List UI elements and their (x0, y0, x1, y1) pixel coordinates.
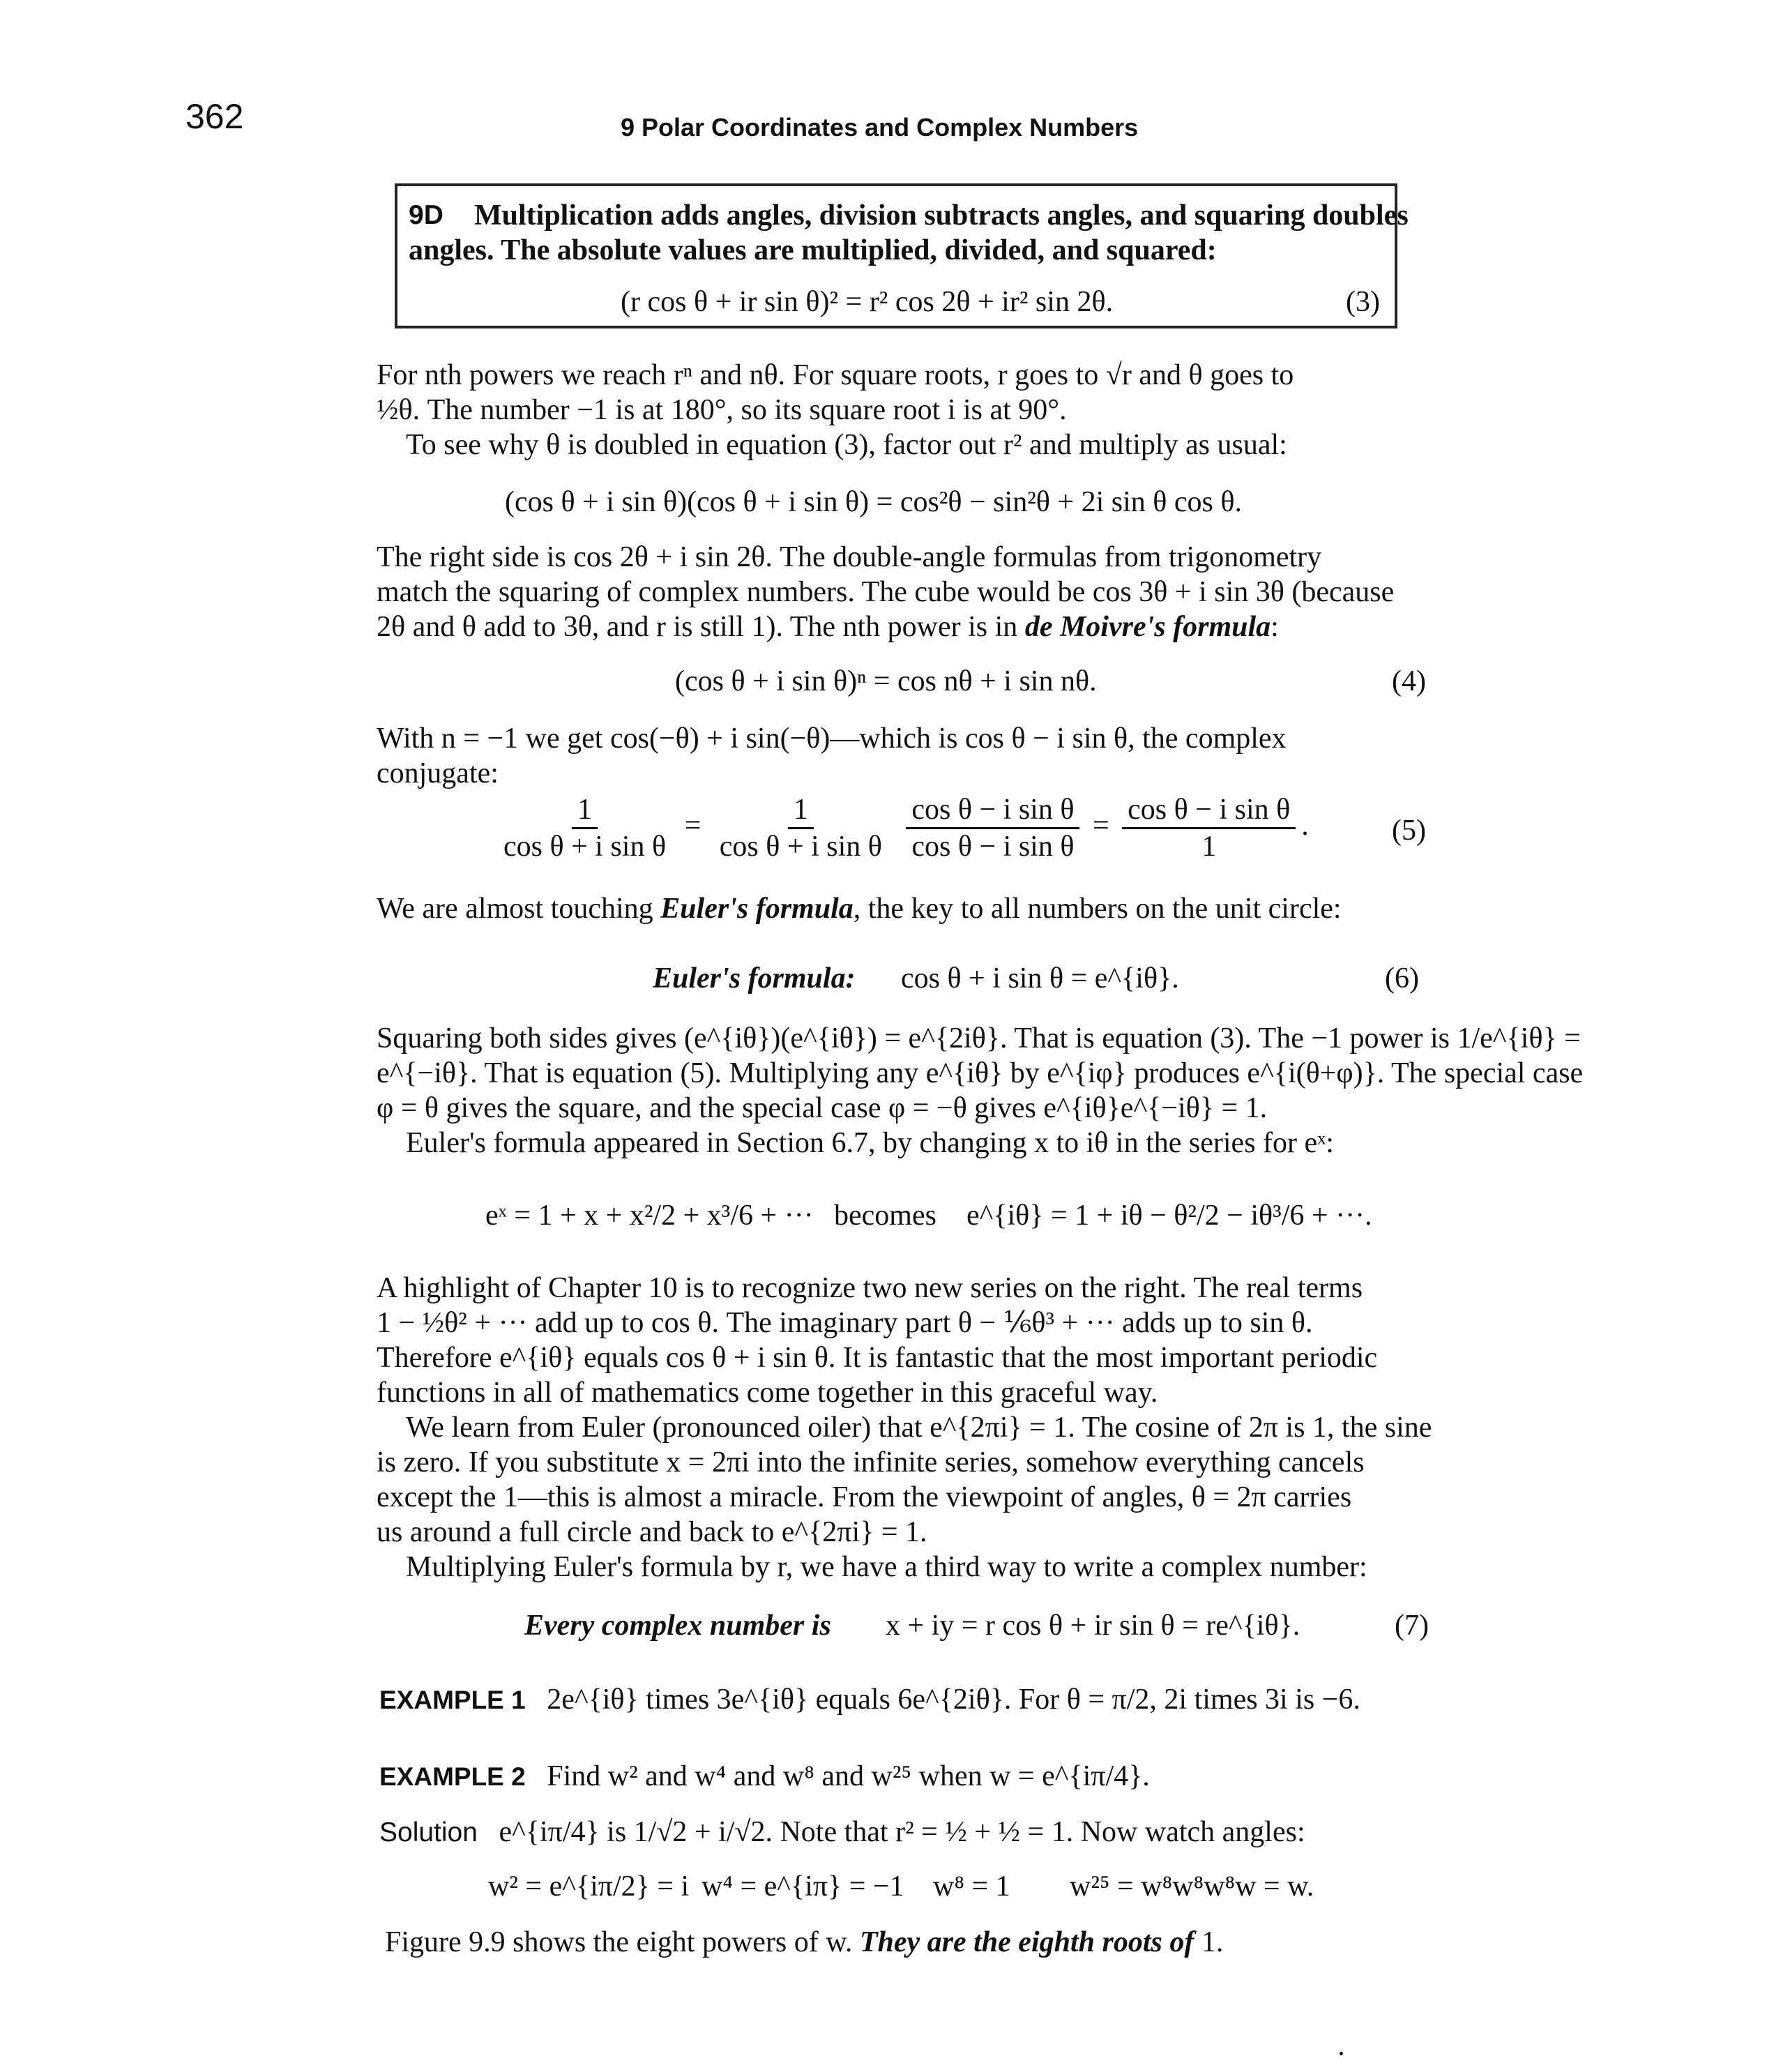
solution-label: Solution (379, 1817, 478, 1847)
paragraph-line: us around a full circle and back to e^{2πi} = 1. (377, 1516, 927, 1548)
paragraph-line: is zero. If you substitute x = 2πi into the infinite series, somehow everything cancels (377, 1446, 1365, 1479)
example-2 (379, 1759, 1150, 1794)
equation-period: . (1301, 810, 1309, 842)
example-1 (379, 1682, 1360, 1718)
running-head: 9 Polar Coordinates and Complex Numbers (621, 113, 1139, 142)
equation-7: x + iy = r cos θ + ir sin θ = re^{iθ}. (886, 1610, 1300, 1642)
paragraph-line: For nth powers we reach rⁿ and nθ. For square roots, r goes to √r and θ goes to (377, 359, 1294, 391)
series-becomes: becomes (834, 1200, 936, 1232)
fraction-numerator: cos θ − i sin θ (1122, 792, 1296, 829)
fraction-denominator: cos θ + i sin θ (719, 831, 882, 863)
paragraph-line: functions in all of mathematics come together in this graceful way. (377, 1377, 1158, 1409)
theorem-equation: (r cos θ + ir sin θ)² = r² cos 2θ + ir² sin 2θ. (621, 286, 1114, 318)
paragraph-line: Squaring both sides gives (e^{iθ})(e^{iθ}) = e^{2iθ}. That is equation (3). The −1 power is 1/e^{iθ} = (377, 1022, 1581, 1054)
solution-text: e^{iπ/4} is 1/√2 + i/√2. Note that r² = ½ + ½ = 1. Now watch angles: (499, 1816, 1305, 1848)
paragraph-line: ½θ. The number −1 is at 180°, so its square root i is at 90°. (377, 394, 1067, 426)
theorem-line-2: angles. The absolute values are multiplied, divided, and squared: (409, 234, 1217, 266)
fraction-numerator: 1 (788, 792, 814, 829)
equals-sign: = (1092, 810, 1109, 842)
paragraph-line: conjugate: (377, 757, 499, 789)
product-equation: (cos θ + i sin θ)(cos θ + i sin θ) = cos²θ − sin²θ + 2i sin θ cos θ. (505, 486, 1243, 518)
series-left: eˣ = 1 + x + x²/2 + x³/6 + ··· (485, 1200, 814, 1232)
paragraph-text: We are almost touching (377, 893, 653, 925)
paragraph-line (377, 891, 1342, 926)
final-line (385, 1925, 1223, 1960)
paragraph-line: e^{−iθ}. That is equation (5). Multiplying any e^{iθ} by e^{iφ} produces e^{i(θ+φ)}. The special case (377, 1057, 1584, 1089)
equation-6-label: Euler's formula: (653, 962, 856, 995)
scan-speck (1340, 2052, 1343, 2055)
paragraph-line: Therefore e^{iθ} equals cos θ + i sin θ. It is fantastic that the most important periodic (377, 1342, 1378, 1374)
fraction-denominator: cos θ − i sin θ (911, 831, 1075, 863)
page-number: 362 (185, 97, 244, 136)
paragraph-line: We learn from Euler (pronounced oiler) that e^{2πi} = 1. The cosine of 2π is 1, the sine (406, 1412, 1432, 1444)
paragraph-line: match the squaring of complex numbers. The cube would be cos 3θ + i sin 3θ (because (377, 576, 1395, 608)
fraction (906, 792, 1079, 864)
paragraph-line: Euler's formula appeared in Section 6.7, by changing x to iθ in the series for eˣ: (406, 1127, 1334, 1159)
equation-number-7: (7) (1395, 1610, 1429, 1642)
equation-number-6: (6) (1385, 962, 1419, 995)
example-label: EXAMPLE 2 (379, 1762, 526, 1791)
equation-7-label: Every complex number is (524, 1610, 831, 1642)
paragraph-line: except the 1—this is almost a miracle. From the viewpoint of angles, θ = 2π carries (377, 1481, 1352, 1513)
paragraph-line: With n = −1 we get cos(−θ) + i sin(−θ)—which is cos θ − i sin θ, the complex (377, 723, 1287, 755)
equation-5 (492, 792, 1309, 864)
equation-4: (cos θ + i sin θ)ⁿ = cos nθ + i sin nθ. (675, 665, 1097, 697)
fraction-denominator: cos θ + i sin θ (503, 831, 667, 863)
power-w8: w⁸ = 1 (933, 1870, 1010, 1903)
fraction (498, 792, 672, 864)
example-text: 2e^{iθ} times 3e^{iθ} equals 6e^{2iθ}. For θ = π/2, 2i times 3i is −6. (547, 1684, 1360, 1716)
paragraph-line: φ = θ gives the square, and the special case φ = −θ gives e^{iθ}e^{−iθ} = 1. (377, 1092, 1268, 1124)
paragraph-text: , the key to all numbers on the unit circle: (853, 893, 1342, 925)
fraction-numerator: cos θ − i sin θ (906, 792, 1079, 829)
equation-number-4: (4) (1392, 665, 1426, 697)
power-w25: w²⁵ = w⁸w⁸w⁸w = w. (1070, 1870, 1314, 1903)
paragraph-line: The right side is cos 2θ + i sin 2θ. The double-angle formulas from trigonometry (377, 541, 1322, 573)
equation-number-3: (3) (1346, 286, 1380, 318)
final-text-end: 1. (1201, 1926, 1224, 1958)
final-text: Figure 9.9 shows the eight powers of w. (385, 1926, 853, 1958)
paragraph-line (377, 610, 1279, 644)
euler-term: Euler's formula (660, 893, 854, 925)
de-moivre-term: de Moivre's formula (1024, 611, 1271, 643)
theorem-label: 9D (409, 200, 443, 230)
series-right: e^{iθ} = 1 + iθ − θ²/2 − iθ³/6 + ···. (966, 1200, 1372, 1232)
theorem-line-1: Multiplication adds angles, division subtracts angles, and squaring doubles (474, 199, 1409, 232)
power-w2: w² = e^{iπ/2} = i (488, 1870, 690, 1903)
example-label: EXAMPLE 1 (379, 1686, 526, 1714)
paragraph-line: Multiplying Euler's formula by r, we have a third way to write a complex number: (406, 1551, 1367, 1583)
equation-6: cos θ + i sin θ = e^{iθ}. (901, 962, 1179, 995)
fraction-numerator: 1 (572, 792, 598, 829)
power-w4: w⁴ = e^{iπ} = −1 (701, 1870, 904, 1903)
paragraph-line: A highlight of Chapter 10 is to recognize two new series on the right. The real terms (377, 1272, 1363, 1304)
eighth-roots-emphasis: They are the eighth roots of (859, 1926, 1194, 1958)
paragraph-text: : (1271, 611, 1279, 643)
solution (379, 1815, 1305, 1850)
paragraph-line: To see why θ is doubled in equation (3), factor out r² and multiply as usual: (406, 429, 1287, 461)
example-text: Find w² and w⁴ and w⁸ and w²⁵ when w = e^{iπ/4}. (547, 1760, 1150, 1792)
equation-number-5: (5) (1392, 815, 1426, 847)
fraction-denominator: 1 (1201, 831, 1217, 863)
paragraph-text: 2θ and θ add to 3θ, and r is still 1). The nth power is in (377, 611, 1018, 643)
paragraph-line: 1 − ½θ² + ··· add up to cos θ. The imaginary part θ − ⅙θ³ + ··· adds up to sin θ. (377, 1307, 1313, 1339)
fraction (714, 792, 888, 864)
fraction (1122, 792, 1296, 864)
equals-sign: = (684, 810, 701, 842)
